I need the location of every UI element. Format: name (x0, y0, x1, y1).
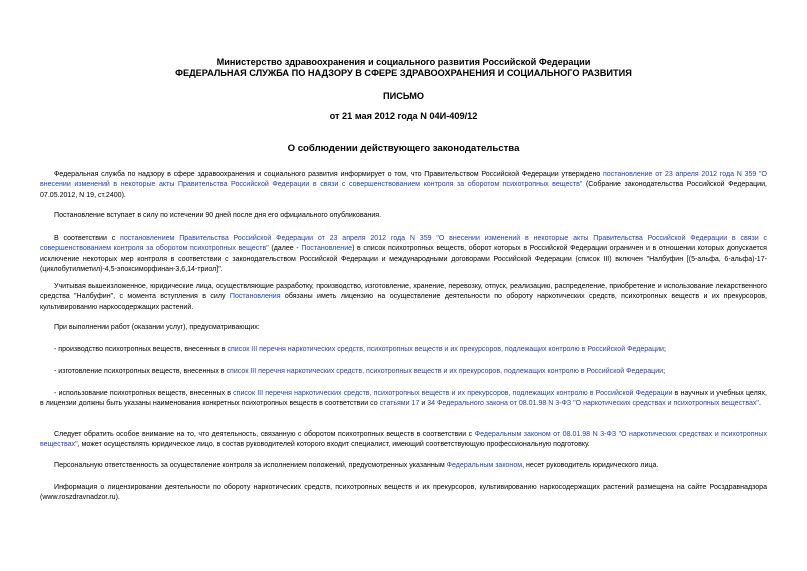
link-postanovlenie[interactable]: Постановление (301, 245, 353, 253)
paragraph-text: (Собрание законодательства Российской Федерации, 07.05.2012, N 19, ст.2400). (40, 181, 767, 199)
paragraph-text: - использование психотропных веществ, внесенных в (54, 390, 234, 397)
ministry-title: Министерство здравоохранения и социального развития Российской Федерации (216, 57, 591, 67)
paragraph-9 (40, 430, 767, 451)
paragraph-6 (40, 345, 767, 355)
link-resolution-359[interactable]: постановлением Правительства Российской Федерации от 23 апреля 2012 года N 359 "О внесении изменений в некоторые акты Правительства Российской Федерации в связи с совершенствованием контроля за оборотом психотропных веществ" (40, 235, 767, 253)
link-list-iii[interactable]: список III перечня наркотических средств, психотропных веществ и их прекурсоров, подлежащих контролю в Российской Федерации (226, 368, 664, 375)
paragraph-text: , может осуществлять юридическое лицо, в состав руководителей которого входит специалист, имеющий соответствующую профессиональную подготовку. (77, 441, 590, 449)
paragraph-7 (40, 367, 767, 377)
service-title: ФЕДЕРАЛЬНАЯ СЛУЖБА ПО НАДЗОРУ В СФЕРЕ ЗДРАВООХРАНЕНИЯ И СОЦИАЛЬНОГО РАЗВИТИЯ (175, 68, 632, 78)
link-postanovlenie[interactable]: Постановления (229, 293, 281, 301)
link-federal-law-3fz[interactable]: 34 Федерального закона от 08.01.98 N 3-ФЗ "О наркотических средствах и психотропных веществах" (427, 400, 759, 408)
paragraph-text: - производство психотропных веществ, внесенных в (54, 346, 228, 353)
paragraph-3 (40, 234, 767, 276)
paragraph-text: , несет руководитель юридического лица. (522, 462, 659, 469)
paragraph-text: и (419, 400, 428, 408)
paragraph-text: - изготовление психотропных веществ, внесенных в (54, 368, 227, 375)
link-resolution-359[interactable]: постановление от 23 апреля 2012 года N 359 "О внесении изменений в некоторые акты Правительства Российской Федерации в связи с совершенствованием контроля за оборотом психотропных веществ" (40, 171, 767, 189)
paragraph-text: Федеральная служба по надзору в сфере здравоохранения и социального развития информирует о том, что Правительством Российской Федерации утверждено (54, 171, 603, 178)
paragraph-text: Учитывая вышеизложенное, юридические лица, осуществляющие разработку, производство, изготовление, хранение, перевозку, отпуск, реализацию, распределение, приобретение и использование лекарственного средства "Налбуфин", с момента вступления в силу (40, 283, 767, 301)
paragraph-text: . (758, 400, 761, 408)
paragraph-1 (40, 170, 767, 201)
paragraph-text: В соответствии с (54, 235, 121, 242)
link-federal-law-3fz[interactable]: Федеральным законом от 08.01.98 N 3-ФЗ "О наркотических средствах и психотропных веществах" (40, 431, 767, 449)
paragraph-11 (40, 483, 767, 504)
paragraph-text: в научных и учебных целях, в лицензии должны быть указаны наименования конкретных психотропных веществ в соответствии со (40, 390, 767, 408)
paragraph-text: Информация о лицензировании деятельности по обороту наркотических средств, психотропных веществ и их прекурсоров, культивированию наркосодержащих растений размещена на сайте Росздравнадзора (www.roszdravnadzor.ru). (40, 484, 767, 502)
link-article-17[interactable]: статьями 17 (379, 400, 420, 408)
paragraph-text: ) в список психотропных веществ, оборот которых в Российской Федерации ограничен и в отношении которых допускается исключение некоторых мер контроля в соответствии с законодательством Российской Федерации и международными договорами Российской Федерации (список III) включен "Налбуфин [(5-альфа, 6-альфа)-17-(циклобутилметил)-4,5-эпоксиморфинан-3,6,14-триол]". (40, 245, 767, 274)
link-list-iii[interactable]: список III перечня наркотических средств, психотропных веществ и их прекурсоров, подлежащих контролю в Российской Федерации (227, 346, 664, 353)
paragraph-text: При выполнении работ (оказании услуг), предусматривающих: (54, 324, 260, 331)
paragraph-8 (40, 389, 767, 410)
paragraph-text: ; (663, 368, 666, 375)
paragraph-2 (40, 211, 767, 221)
document-date: от 21 мая 2012 года N 04И-409/12 (329, 111, 478, 121)
paragraph-4 (40, 282, 767, 313)
link-federal-law[interactable]: Федеральным законом (446, 462, 523, 469)
link-list-iii[interactable]: список III перечня наркотических средств, психотропных веществ и их прекурсоров, подлежащих контролю в Российской Федерации (233, 390, 673, 397)
paragraph-text: Следует обратить особое внимание на то, что деятельность, связанную с оборотом психотропных веществ в соответствии с (54, 431, 475, 438)
document-subject: О соблюдении действующего законодательства (287, 143, 520, 154)
paragraph-5 (40, 323, 767, 333)
paragraph-text: ; (664, 346, 666, 353)
paragraph-text: Постановление вступает в силу по истечении 90 дней после дня его официального опубликования. (54, 212, 382, 219)
paragraph-text: обязаны иметь лицензию на осуществление деятельности по обороту наркотических средств, психотропных веществ и их прекурсоров, культивированию наркосодержащих растений. (40, 293, 767, 311)
paragraph-text: (далее - (268, 245, 302, 253)
paragraph-10 (40, 461, 767, 471)
document-type: ПИСЬМО (382, 91, 425, 101)
paragraph-text: Персональную ответственность за осуществление контроля за исполнением положений, предусмотренных указанным (54, 462, 447, 469)
